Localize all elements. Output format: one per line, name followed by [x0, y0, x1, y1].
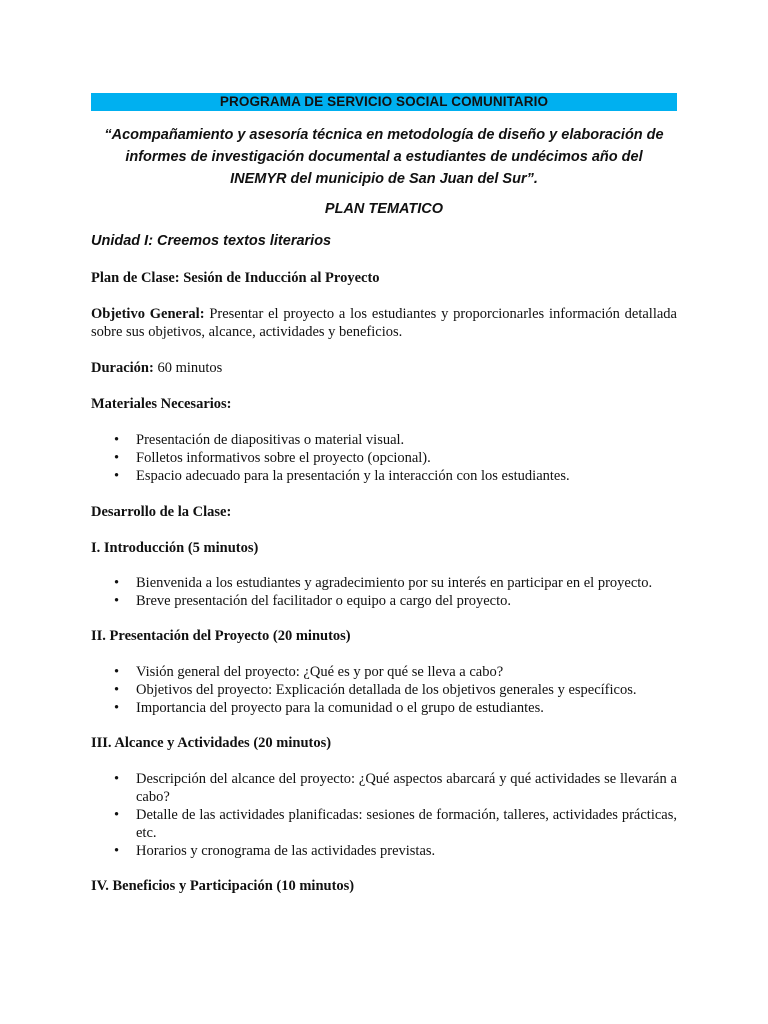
- bullet-icon: •: [114, 432, 120, 448]
- list-item: [91, 449, 677, 467]
- list-item: [91, 663, 677, 681]
- bullet-icon: •: [114, 575, 120, 591]
- duration-text: 60 minutos: [153, 360, 223, 376]
- bullet-icon: •: [114, 664, 120, 680]
- list-item-text: Breve presentación del facilitador o equipo a cargo del proyecto.: [136, 593, 511, 609]
- section-heading: IV. Beneficios y Participación (10 minutos): [91, 878, 355, 894]
- subtitle-line: INEMYR del municipio de San Juan del Sur”.: [230, 171, 538, 187]
- bullet-icon: •: [114, 593, 120, 609]
- subtitle-line: “Acompañamiento y asesoría técnica en metodología de diseño y elaboración de: [104, 127, 664, 143]
- project-subtitle: [91, 124, 677, 190]
- list-item: [91, 770, 677, 806]
- list-item: [91, 467, 677, 485]
- lesson-plan-heading: Plan de Clase: Sesión de Inducción al Proyecto: [91, 270, 380, 286]
- bullet-icon: •: [114, 807, 120, 823]
- list-item: [91, 574, 677, 592]
- list-item-text: Visión general del proyecto: ¿Qué es y por qué se lleva a cabo?: [136, 664, 504, 680]
- bullet-icon: •: [114, 468, 120, 484]
- list-item: [91, 681, 677, 699]
- section-list: [91, 574, 677, 610]
- subtitle-line: informes de investigación documental a estudiantes de undécimos año del: [125, 149, 643, 165]
- list-item-text: Espacio adecuado para la presentación y la interacción con los estudiantes.: [136, 468, 570, 484]
- duration-label: Duración:: [91, 360, 154, 376]
- list-item-text: Folletos informativos sobre el proyecto (opcional).: [136, 450, 431, 466]
- materials-heading: Materiales Necesarios:: [91, 396, 232, 412]
- objective-label: Objetivo General:: [91, 306, 205, 322]
- materials-list: [91, 431, 677, 485]
- bullet-icon: •: [114, 682, 120, 698]
- section-heading: II. Presentación del Proyecto (20 minutos): [91, 628, 351, 644]
- list-item: [91, 592, 677, 610]
- bullet-icon: •: [114, 843, 120, 859]
- list-item-text: Descripción del alcance del proyecto: ¿Qué aspectos abarcará y qué actividades se llevarán a cabo?: [136, 771, 677, 805]
- list-item-text: Importancia del proyecto para la comunidad o el grupo de estudiantes.: [136, 700, 544, 716]
- section-heading: I. Introducción (5 minutos): [91, 540, 259, 556]
- development-heading: Desarrollo de la Clase:: [91, 504, 232, 520]
- document-page: [91, 93, 677, 895]
- duration-paragraph: [91, 359, 677, 377]
- list-item-text: Detalle de las actividades planificadas: sesiones de formación, talleres, actividades prácticas, etc.: [136, 807, 677, 841]
- objective-text: Presentar el proyecto a los estudiantes y proporcionarles información detallada sobre sus objetivos, alcance, actividades y beneficios.: [91, 306, 677, 340]
- bullet-icon: •: [114, 771, 120, 787]
- plan-title: PLAN TEMATICO: [324, 201, 444, 217]
- list-item-text: Bienvenida a los estudiantes y agradecimiento por su interés en participar en el proyecto.: [136, 575, 653, 591]
- list-item-text: Objetivos del proyecto: Explicación detallada de los objetivos generales y específicos.: [136, 682, 637, 698]
- bullet-icon: •: [114, 700, 120, 716]
- objective-paragraph: [91, 305, 677, 341]
- list-item: [91, 806, 677, 842]
- list-item: [91, 431, 677, 449]
- list-item: [91, 699, 677, 717]
- section-list: [91, 770, 677, 860]
- list-item-text: Horarios y cronograma de las actividades previstas.: [136, 843, 436, 859]
- section-heading: III. Alcance y Actividades (20 minutos): [91, 735, 332, 751]
- unit-title: Unidad I: Creemos textos literarios: [91, 233, 332, 249]
- program-banner: PROGRAMA DE SERVICIO SOCIAL COMUNITARIO: [91, 93, 677, 111]
- bullet-icon: •: [114, 450, 120, 466]
- list-item: [91, 842, 677, 860]
- list-item-text: Presentación de diapositivas o material visual.: [136, 432, 405, 448]
- section-list: [91, 663, 677, 717]
